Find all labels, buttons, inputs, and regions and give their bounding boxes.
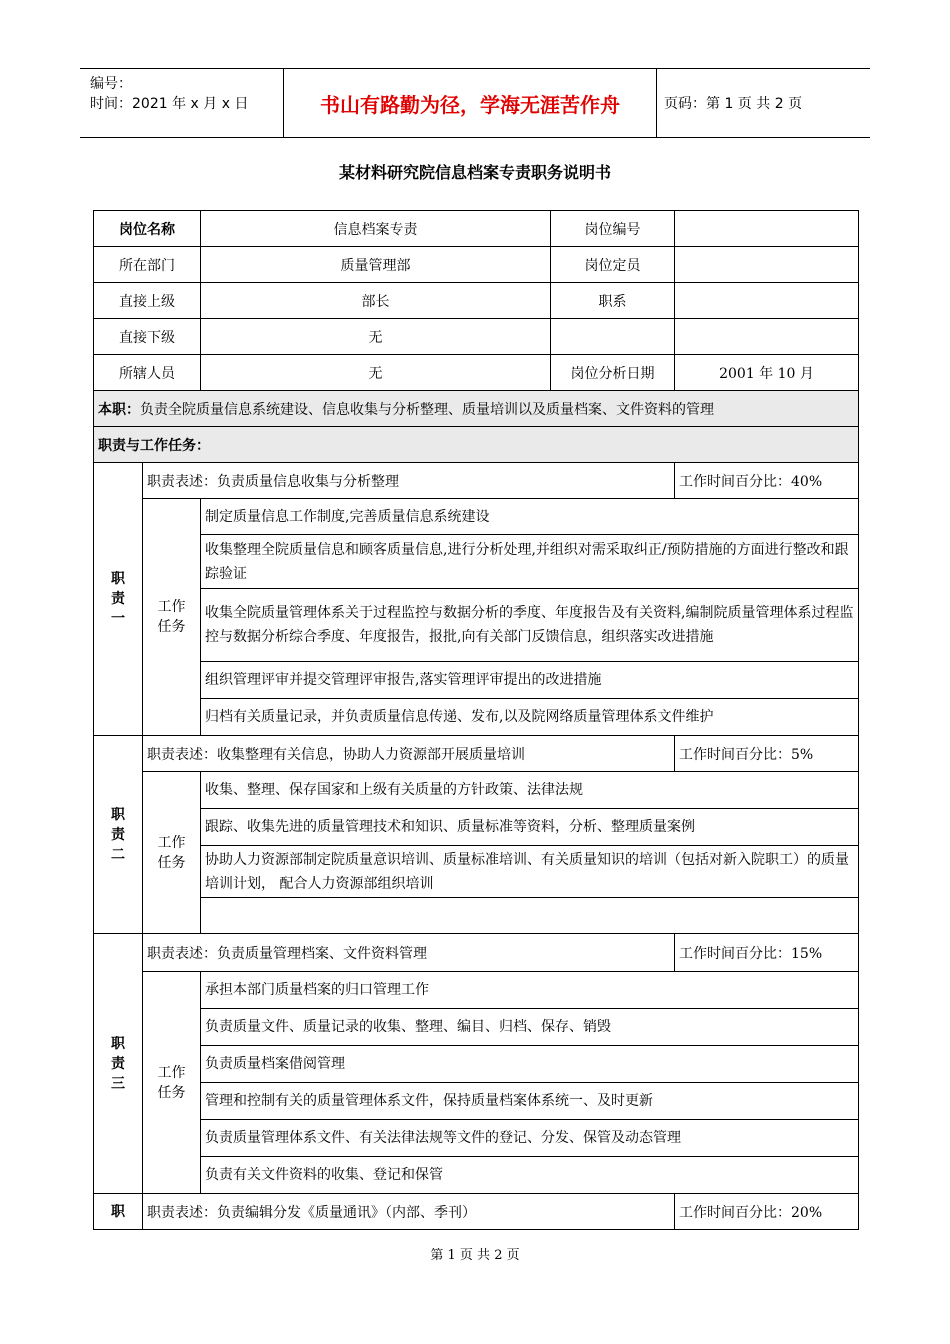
task-row — [94, 499, 859, 535]
field-label: 岗位编号 — [551, 211, 675, 247]
task-row — [94, 846, 859, 898]
task-item: 组织管理评审并提交管理评审报告,落实管理评审提出的改进措施 — [201, 662, 859, 699]
work-task-label: 工作 任务 — [143, 499, 201, 736]
main-duty — [94, 391, 859, 427]
task-item: 负责质量管理体系文件、有关法律法规等文件的登记、分发、保管及动态管理 — [201, 1120, 859, 1157]
field-label: 所辖人员 — [94, 355, 201, 391]
field-value — [675, 247, 859, 283]
task-item: 制定质量信息工作制度,完善质量信息系统建设 — [201, 499, 859, 535]
task-row — [94, 535, 859, 589]
task-item: 负责质量文件、质量记录的收集、整理、编目、归档、保存、销毁 — [201, 1009, 859, 1046]
task-item: 负责质量档案借阅管理 — [201, 1046, 859, 1083]
header-meta — [80, 69, 283, 137]
basic-row — [94, 355, 859, 391]
duties-header: 职责与工作任务： — [94, 427, 859, 463]
field-label: 直接上级 — [94, 283, 201, 319]
page-footer: 第 1 页 共 2 页 — [430, 1248, 520, 1263]
work-task-label: 工作 任务 — [143, 772, 201, 934]
field-value: 无 — [201, 355, 551, 391]
task-row — [94, 1046, 859, 1083]
field-label: 所在部门 — [94, 247, 201, 283]
duty-statement-row — [94, 736, 859, 772]
header-motto: 书山有路勤为径，学海无涯苦作舟 — [283, 69, 657, 137]
field-value: 部长 — [201, 283, 551, 319]
task-item: 收集全院质量管理体系关于过程监控与数据分析的季度、年度报告及有关资料,编制院质量管理体系过程监控与数据分析综合季度、年度报告，报批,向有关部门反馈信息，组织落实改进措施 — [201, 589, 859, 662]
page-header — [80, 68, 870, 138]
main-duty-text: 负责全院质量信息系统建设、信息收集与分析整理、质量培训以及质量档案、文件资料的管理 — [140, 401, 714, 418]
field-label: 岗位定员 — [551, 247, 675, 283]
header-page-info: 页码：第 1 页 共 2 页 — [664, 96, 803, 112]
task-row — [94, 1083, 859, 1120]
field-value: 2001 年 10 月 — [675, 355, 859, 391]
task-item: 跟踪、收集先进的质量管理技术和知识、质量标准等资料，分析、整理质量案例 — [201, 809, 859, 846]
task-row — [94, 1009, 859, 1046]
task-item: 归档有关质量记录，并负责质量信息传递、发布,以及院网络质量管理体系文件维护 — [201, 699, 859, 736]
task-item: 收集整理全院质量信息和顾客质量信息,进行分析处理,并组织对需采取纠正/预防措施的方面进行整改和跟踪验证 — [201, 535, 859, 589]
task-item: 负责有关文件资料的收集、登记和保管 — [201, 1157, 859, 1194]
duty-statement: 职责表述：负责编辑分发《质量通讯》（内部、季刊） — [143, 1194, 675, 1230]
field-label — [551, 319, 675, 355]
field-value — [675, 319, 859, 355]
duty-statement-row — [94, 463, 859, 499]
task-row — [94, 589, 859, 662]
duty-statement-row — [94, 1194, 859, 1230]
field-value: 质量管理部 — [201, 247, 551, 283]
main-duty-label: 本职： — [98, 401, 140, 418]
field-label: 职系 — [551, 283, 675, 319]
field-value — [675, 283, 859, 319]
duty-label: 职 责 三 — [94, 934, 143, 1194]
doc-number-label: 编号： — [90, 76, 132, 92]
duty-percent: 工作时间百分比：40% — [675, 463, 859, 499]
task-row — [94, 699, 859, 736]
basic-row — [94, 247, 859, 283]
field-value: 信息档案专责 — [201, 211, 551, 247]
duty-percent: 工作时间百分比：5% — [675, 736, 859, 772]
duty-label: 职 — [94, 1194, 143, 1230]
task-row — [94, 972, 859, 1009]
task-item: 收集、整理、保存国家和上级有关质量的方针政策、法律法规 — [201, 772, 859, 809]
duties-header-row — [94, 427, 859, 463]
field-label: 岗位分析日期 — [551, 355, 675, 391]
task-item: 协助人力资源部制定院质量意识培训、质量标准培训、有关质量知识的培训（包括对新入院职工）的质量培训计划， 配合人力资源部组织培训 — [201, 846, 859, 898]
duty-statement: 职责表述：负责质量信息收集与分析整理 — [143, 463, 675, 499]
task-item: 承担本部门质量档案的归口管理工作 — [201, 972, 859, 1009]
field-value — [675, 211, 859, 247]
task-row — [94, 662, 859, 699]
duty-label: 职 责 一 — [94, 463, 143, 736]
job-description-table — [93, 210, 859, 1230]
basic-row — [94, 283, 859, 319]
duty-statement-row — [94, 934, 859, 972]
basic-row — [94, 319, 859, 355]
task-row — [94, 1157, 859, 1194]
duty-statement: 职责表述：收集整理有关信息，协助人力资源部开展质量培训 — [143, 736, 675, 772]
field-label: 直接下级 — [94, 319, 201, 355]
task-row — [94, 898, 859, 934]
field-label: 岗位名称 — [94, 211, 201, 247]
work-task-label: 工作 任务 — [143, 972, 201, 1194]
task-item: 管理和控制有关的质量管理体系文件，保持质量档案体系统一、及时更新 — [201, 1083, 859, 1120]
doc-time-label: 时间：2021 年 x 月 x 日 — [90, 96, 249, 112]
basic-row — [94, 211, 859, 247]
duty-percent: 工作时间百分比：20% — [675, 1194, 859, 1230]
field-value: 无 — [201, 319, 551, 355]
document-title: 某材料研究院信息档案专责职务说明书 — [338, 163, 611, 182]
task-item — [201, 898, 859, 934]
duty-statement: 职责表述：负责质量管理档案、文件资料管理 — [143, 934, 675, 972]
duty-label: 职 责 二 — [94, 736, 143, 934]
task-row — [94, 809, 859, 846]
task-row — [94, 1120, 859, 1157]
task-row — [94, 772, 859, 809]
duty-percent: 工作时间百分比：15% — [675, 934, 859, 972]
main-duty-row — [94, 391, 859, 427]
